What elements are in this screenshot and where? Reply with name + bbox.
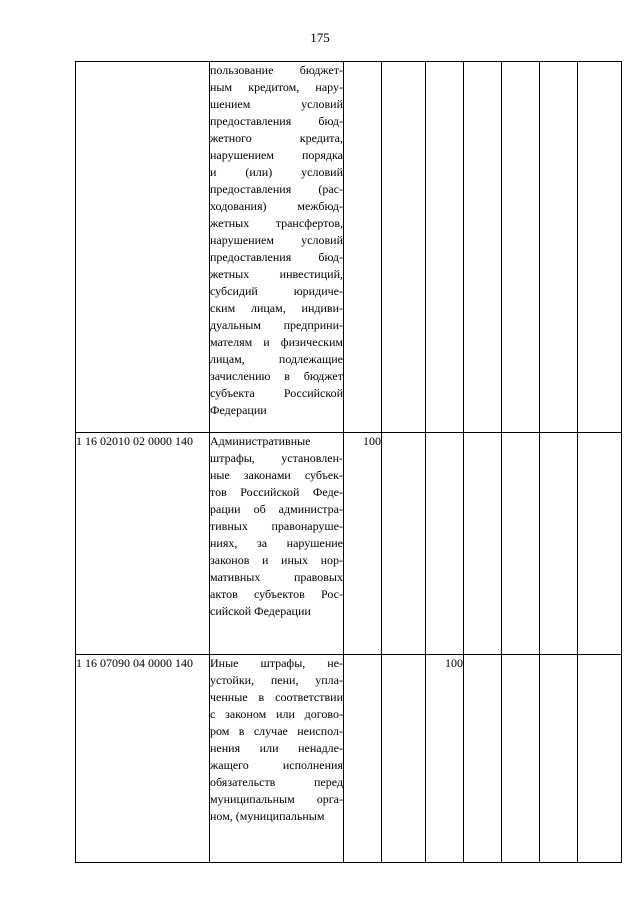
row-code: 1 16 02010 02 0000 140 [76, 433, 210, 655]
row-name-line: штрафы, установлен- [210, 451, 343, 465]
row-value [344, 62, 382, 433]
row-name-line: субсидий юридиче- [210, 284, 343, 298]
row-value [464, 655, 502, 863]
row-name-line: тивных правонаруше- [210, 519, 343, 533]
row-value [578, 433, 622, 655]
row-name-line: ниях, за нарушение [210, 536, 343, 550]
revenue-table [75, 61, 622, 863]
row-name-line: жетных трансфертов, [210, 216, 343, 230]
row-name-line: шением условий [210, 97, 343, 111]
row-name-line: актов субъектов Рос- [210, 587, 343, 601]
row-value: 100 [344, 433, 382, 655]
row-value [426, 62, 464, 433]
row-name-line: жащего исполнения [210, 758, 343, 772]
row-name-line: ченные в соответствии [210, 690, 343, 704]
row-value [502, 655, 540, 863]
row-name-line: ным кредитом, нару- [210, 80, 343, 94]
row-name-line: устойки, пени, упла- [210, 673, 343, 687]
row-name [210, 655, 344, 863]
row-value [540, 655, 578, 863]
row-value [540, 433, 578, 655]
row-value [502, 433, 540, 655]
row-name-line: рации об администра- [210, 502, 343, 516]
row-name-line: жетного кредита, [210, 131, 343, 145]
row-name-line: зачислению в бюджет [210, 369, 343, 383]
table-row [76, 433, 622, 655]
row-name-line: ном, (муниципальным [210, 809, 325, 823]
row-name-line: предоставления (рас- [210, 182, 343, 196]
row-name-line: пользование бюджет- [210, 63, 343, 77]
row-value [578, 62, 622, 433]
row-code [76, 62, 210, 433]
row-name-line: нения или ненадле- [210, 741, 343, 755]
table-row [76, 655, 622, 863]
row-value [540, 62, 578, 433]
row-name-line: обязательств перед [210, 775, 343, 789]
row-name-line: тов Российской Феде- [210, 485, 343, 499]
row-name-line: нарушением условий [210, 233, 343, 247]
table-row [76, 62, 622, 433]
row-name-line: жетных инвестиций, [210, 267, 343, 281]
row-name-line: предоставления бюд- [210, 114, 343, 128]
row-code: 1 16 07090 04 0000 140 [76, 655, 210, 863]
row-value [426, 433, 464, 655]
row-value [382, 62, 426, 433]
row-name-line: муниципальным орга- [210, 792, 343, 806]
row-name-line: предоставления бюд- [210, 250, 343, 264]
row-name-line: Административные [210, 434, 311, 448]
row-value [578, 655, 622, 863]
row-name-line: с законом или догово- [210, 707, 343, 721]
page-number: 175 [310, 30, 330, 45]
row-name [210, 433, 344, 655]
row-name-line: законов и иных нор- [210, 553, 343, 567]
row-value [344, 655, 382, 863]
row-name-line: субъекта Российской [210, 386, 343, 400]
row-name-line: ром в случае неиспол- [210, 724, 343, 738]
row-value [382, 655, 426, 863]
row-name-line: мателям и физическим [210, 335, 343, 349]
row-name-line: Федерации [210, 403, 267, 417]
row-value: 100 [426, 655, 464, 863]
row-name-line: лицам, подлежащие [210, 352, 343, 366]
row-value [382, 433, 426, 655]
row-value [464, 62, 502, 433]
row-name-line: ским лицам, индиви- [210, 301, 343, 315]
row-name-line: мативных правовых [210, 570, 343, 584]
row-name-line: ные законами субъек- [210, 468, 343, 482]
row-name [210, 62, 344, 433]
row-name-line: и (или) условий [210, 165, 343, 179]
row-value [464, 433, 502, 655]
row-name-line: Иные штрафы, не- [210, 656, 343, 670]
row-value [502, 62, 540, 433]
row-name-line: сийской Федерации [210, 604, 311, 618]
row-name-line: дуальным предприни- [210, 318, 343, 332]
row-name-line: нарушением порядка [210, 148, 343, 162]
row-name-line: ходования) межбюд- [210, 199, 343, 213]
